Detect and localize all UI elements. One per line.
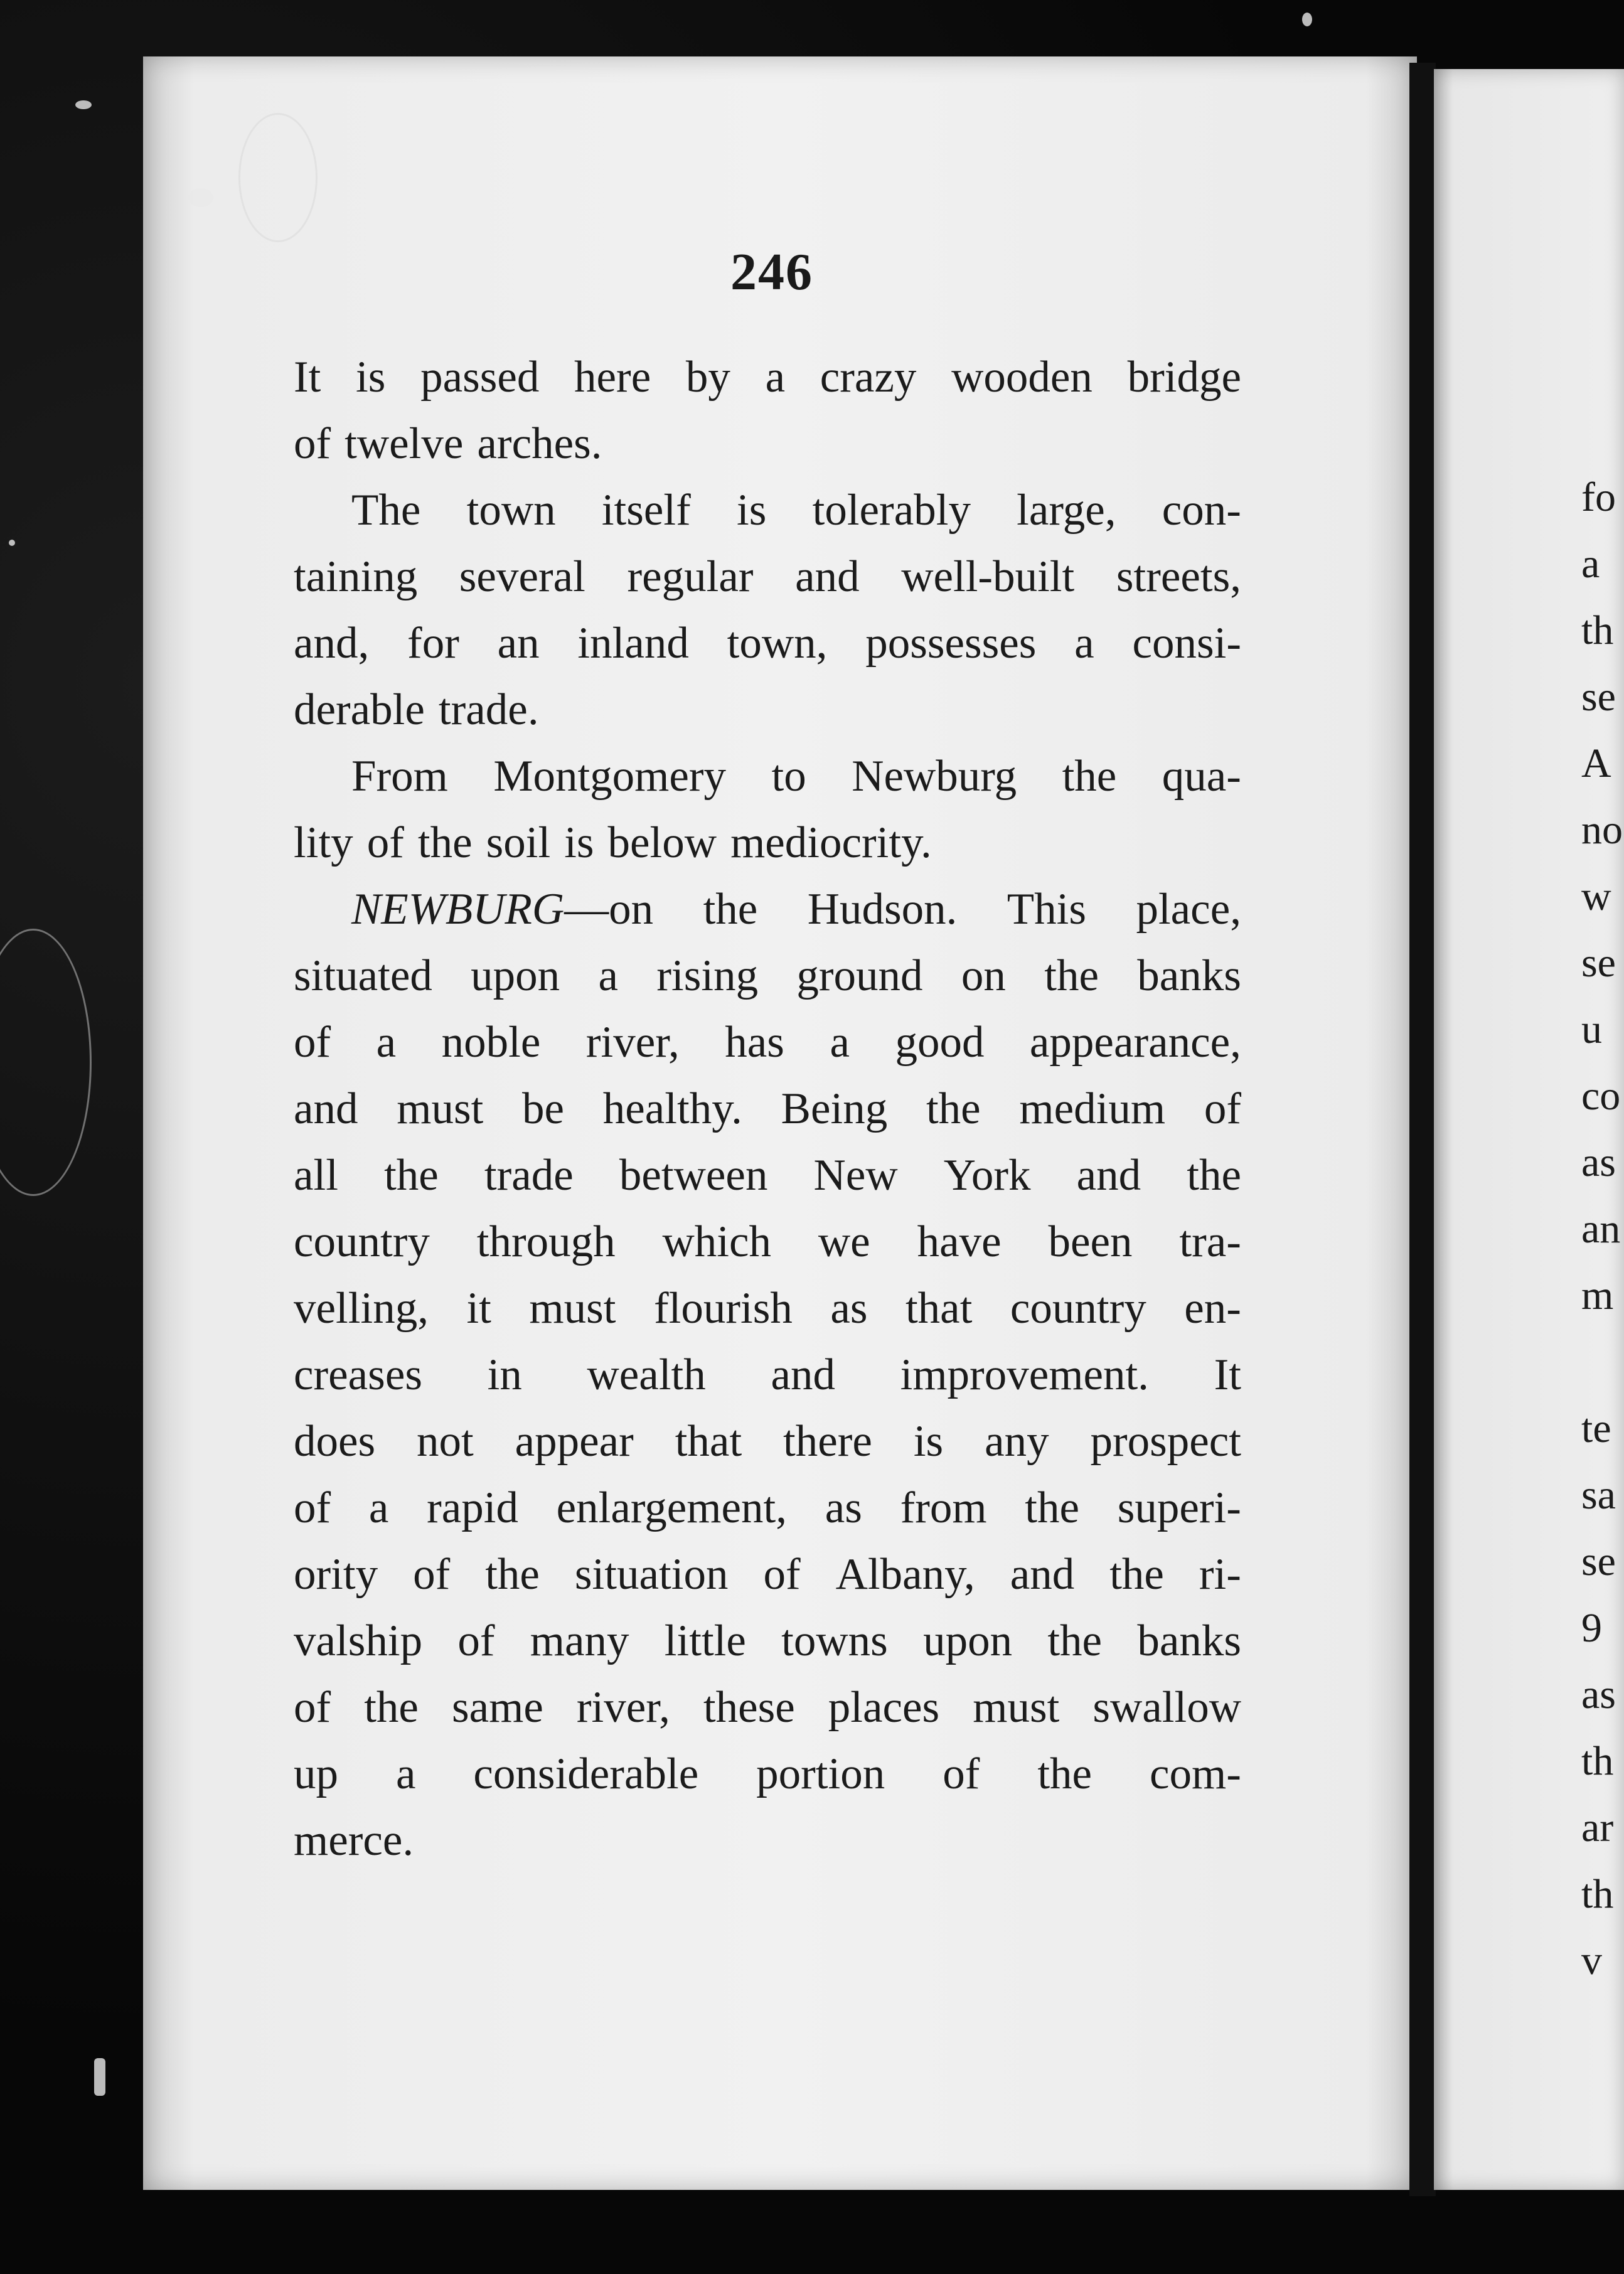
word: flourish	[653, 1284, 793, 1333]
scan-speck	[94, 2058, 105, 2096]
word: healthy.	[602, 1084, 742, 1133]
text-line	[294, 1807, 1241, 1874]
facing-page-fragment: se	[1581, 1539, 1616, 1584]
facing-page-fragment: co	[1581, 1073, 1621, 1119]
word: several	[459, 552, 585, 601]
text-line	[294, 676, 1241, 743]
word: town,	[727, 619, 828, 668]
word: situation	[574, 1550, 729, 1599]
facing-page-fragment: u	[1581, 1006, 1602, 1052]
word: the	[384, 1151, 439, 1200]
word: on	[961, 951, 1006, 1000]
word: upon	[923, 1616, 1013, 1665]
text-line	[294, 809, 1241, 876]
word: Montgomery	[493, 752, 727, 801]
text-line	[294, 1408, 1241, 1475]
word: noble	[441, 1018, 541, 1067]
word: com-	[1150, 1749, 1241, 1798]
word: the	[417, 818, 473, 867]
word: enlargement,	[556, 1483, 788, 1532]
word: mediocrity.	[730, 818, 932, 867]
word: which	[662, 1217, 772, 1266]
word: lity	[294, 818, 353, 867]
facing-page-fragment: no	[1581, 807, 1623, 853]
word: we	[818, 1217, 870, 1266]
word: rapid	[427, 1483, 518, 1532]
facing-page-fragments	[1581, 464, 1624, 1994]
word: all	[294, 1151, 338, 1200]
word: itself	[601, 486, 691, 535]
word: country	[294, 1217, 430, 1266]
word: It	[1214, 1350, 1241, 1399]
facing-page-fragment: th	[1581, 1871, 1614, 1917]
facing-page-fragment: th	[1581, 607, 1614, 653]
word: good	[895, 1018, 985, 1067]
word: and	[771, 1350, 835, 1399]
scan-speck	[188, 188, 213, 207]
word: of	[763, 1550, 801, 1599]
word: and	[795, 552, 860, 601]
word: considerable	[473, 1749, 699, 1798]
word: inland	[577, 619, 689, 668]
word: Newburg	[852, 752, 1017, 801]
word: must	[973, 1683, 1060, 1732]
word: and	[294, 1084, 358, 1133]
word: here	[574, 353, 651, 402]
word: it	[466, 1284, 491, 1333]
word: creases	[294, 1350, 422, 1399]
word: valship	[294, 1616, 423, 1665]
page-body-text	[294, 344, 1241, 1874]
word: of	[294, 1483, 331, 1532]
word: of	[1204, 1084, 1241, 1133]
word: ority	[294, 1550, 378, 1599]
facing-page-fragment: th	[1581, 1738, 1614, 1784]
word: of	[366, 818, 404, 867]
word: river,	[585, 1018, 680, 1067]
word: York	[943, 1151, 1031, 1200]
scan-speck	[75, 100, 92, 109]
word: a	[598, 951, 619, 1000]
text-line	[294, 1009, 1241, 1076]
word: the	[1044, 951, 1099, 1000]
text-line	[294, 1275, 1241, 1342]
word: passed	[420, 353, 540, 402]
word: a	[1074, 619, 1094, 668]
word: tra-	[1179, 1217, 1241, 1266]
word: of	[294, 1018, 331, 1067]
word: towns	[781, 1616, 888, 1665]
facing-page-fragment: as	[1581, 1672, 1616, 1717]
word: Hudson.	[807, 885, 958, 934]
word: large,	[1017, 486, 1116, 535]
word: ground	[796, 951, 923, 1000]
facing-page-fragment: an	[1581, 1206, 1621, 1252]
word: does	[294, 1417, 376, 1466]
text-line	[294, 1209, 1241, 1275]
text-line	[294, 942, 1241, 1009]
word: tolerably	[812, 486, 971, 535]
word: between	[619, 1151, 768, 1200]
facing-page-fragment: a	[1581, 541, 1600, 587]
word: of	[457, 1616, 495, 1665]
word: twelve	[345, 419, 464, 468]
scan-speck	[9, 540, 15, 546]
page-number: 246	[730, 243, 813, 301]
word: is	[913, 1417, 944, 1466]
word: place,	[1136, 885, 1241, 934]
facing-page-fragment: fo	[1581, 474, 1616, 520]
word: appearance,	[1029, 1018, 1241, 1067]
word: This	[1007, 885, 1087, 934]
word: Being	[781, 1084, 888, 1133]
word: must	[397, 1084, 484, 1133]
word: the	[1187, 1151, 1241, 1200]
word: is	[564, 818, 594, 867]
word: qua-	[1162, 752, 1241, 801]
facing-page-fragment: w	[1581, 873, 1611, 919]
word: trade.	[438, 685, 539, 734]
word: taining	[294, 552, 418, 601]
word: rising	[656, 951, 759, 1000]
scan-speck	[1302, 13, 1312, 26]
word: of	[294, 1683, 331, 1732]
facing-page-fragment: as	[1581, 1140, 1616, 1185]
word: a	[765, 353, 786, 402]
word: upon	[471, 951, 560, 1000]
word: wealth	[587, 1350, 706, 1399]
word: the	[1109, 1550, 1164, 1599]
facing-page-fragment: 9	[1581, 1605, 1602, 1651]
word: New	[813, 1151, 898, 1200]
word: the	[485, 1550, 540, 1599]
word: a	[368, 1483, 389, 1532]
word: well-built	[901, 552, 1075, 601]
word: derable	[294, 685, 425, 734]
word: to	[771, 752, 806, 801]
word: a	[395, 1749, 416, 1798]
word: improvement.	[900, 1350, 1149, 1399]
book-gutter	[1409, 63, 1436, 2196]
word: by	[685, 353, 730, 402]
word: in	[487, 1350, 522, 1399]
facing-page-fragment: v	[1581, 1938, 1602, 1983]
word: possesses	[865, 619, 1037, 668]
word: a	[830, 1018, 850, 1067]
word: country	[1010, 1284, 1146, 1333]
word: from	[900, 1483, 987, 1532]
word: consi-	[1132, 619, 1241, 668]
word: not	[417, 1417, 474, 1466]
word: and	[1076, 1151, 1141, 1200]
word: of	[943, 1749, 980, 1798]
word: It	[294, 353, 321, 402]
word: of	[294, 419, 331, 468]
text-line	[294, 477, 1241, 543]
text-line	[294, 410, 1241, 477]
word: a	[376, 1018, 397, 1067]
word: must	[529, 1284, 616, 1333]
word: these	[703, 1683, 795, 1732]
word: medium	[1019, 1084, 1166, 1133]
word: velling,	[294, 1284, 429, 1333]
word: wooden	[951, 353, 1092, 402]
text-line	[294, 1541, 1241, 1608]
text-line	[294, 876, 1241, 942]
word: and,	[294, 619, 370, 668]
word: arches.	[477, 419, 602, 468]
word: that	[905, 1284, 973, 1333]
word: The	[351, 486, 421, 535]
word: trade	[484, 1151, 574, 1200]
word: below	[607, 818, 717, 867]
word: soil	[486, 818, 551, 867]
text-line	[294, 1608, 1241, 1674]
facing-page-fragment: te	[1581, 1406, 1611, 1451]
word: has	[725, 1018, 784, 1067]
facing-page-fragment: A	[1581, 740, 1611, 786]
word: the	[926, 1084, 981, 1133]
word: the	[1062, 752, 1117, 801]
word: prospect	[1090, 1417, 1241, 1466]
word: been	[1048, 1217, 1133, 1266]
word: appear	[515, 1417, 634, 1466]
facing-page-fragment: ar	[1581, 1805, 1614, 1850]
word: portion	[756, 1749, 885, 1798]
facing-page-fragment: se	[1581, 674, 1616, 720]
word: up	[294, 1749, 338, 1798]
word: the	[1037, 1749, 1092, 1798]
word: same	[451, 1683, 543, 1732]
facing-page-fragment: m	[1581, 1273, 1614, 1318]
word: From	[351, 752, 448, 801]
word: the	[1025, 1483, 1080, 1532]
word: be	[522, 1084, 565, 1133]
word: swallow	[1092, 1683, 1241, 1732]
text-line	[294, 610, 1241, 676]
word: the	[1047, 1616, 1103, 1665]
word: as	[830, 1284, 868, 1333]
word: streets,	[1116, 552, 1241, 601]
word: is	[737, 486, 767, 535]
word: Albany,	[835, 1550, 975, 1599]
word: banks	[1137, 951, 1241, 1000]
word: have	[917, 1217, 1002, 1266]
word: en-	[1184, 1284, 1241, 1333]
text-line	[294, 1475, 1241, 1541]
facing-page-fragment: se	[1581, 940, 1616, 986]
word: there	[783, 1417, 872, 1466]
text-line	[294, 1076, 1241, 1142]
word: the	[364, 1683, 419, 1732]
facing-page-fragment	[1581, 1329, 1624, 1396]
text-line	[294, 743, 1241, 809]
text-line	[294, 344, 1241, 410]
word: banks	[1137, 1616, 1241, 1665]
word: superi-	[1117, 1483, 1241, 1532]
word: town	[466, 486, 556, 535]
word: bridge	[1127, 353, 1241, 402]
word: merce.	[294, 1816, 414, 1865]
word: river,	[576, 1683, 670, 1732]
word: and	[1010, 1550, 1075, 1599]
word: NEWBURG—on	[351, 885, 654, 934]
word: as	[825, 1483, 862, 1532]
word: through	[476, 1217, 616, 1266]
text-line	[294, 543, 1241, 610]
word: an	[497, 619, 540, 668]
word: of	[413, 1550, 451, 1599]
word: situated	[294, 951, 432, 1000]
text-line	[294, 1142, 1241, 1209]
word: regular	[627, 552, 754, 601]
paper-scratch	[238, 113, 318, 242]
text-line	[294, 1342, 1241, 1408]
word: places	[828, 1683, 940, 1732]
word: crazy	[820, 353, 917, 402]
word: for	[407, 619, 459, 668]
word: little	[664, 1616, 746, 1665]
word: the	[703, 885, 758, 934]
word: any	[985, 1417, 1049, 1466]
text-line	[294, 1674, 1241, 1741]
facing-page-fragment: sa	[1581, 1472, 1616, 1518]
word: that	[675, 1417, 742, 1466]
word: con-	[1162, 486, 1241, 535]
word: ri-	[1199, 1550, 1241, 1599]
text-line	[294, 1741, 1241, 1807]
word: many	[530, 1616, 629, 1665]
word: is	[356, 353, 386, 402]
